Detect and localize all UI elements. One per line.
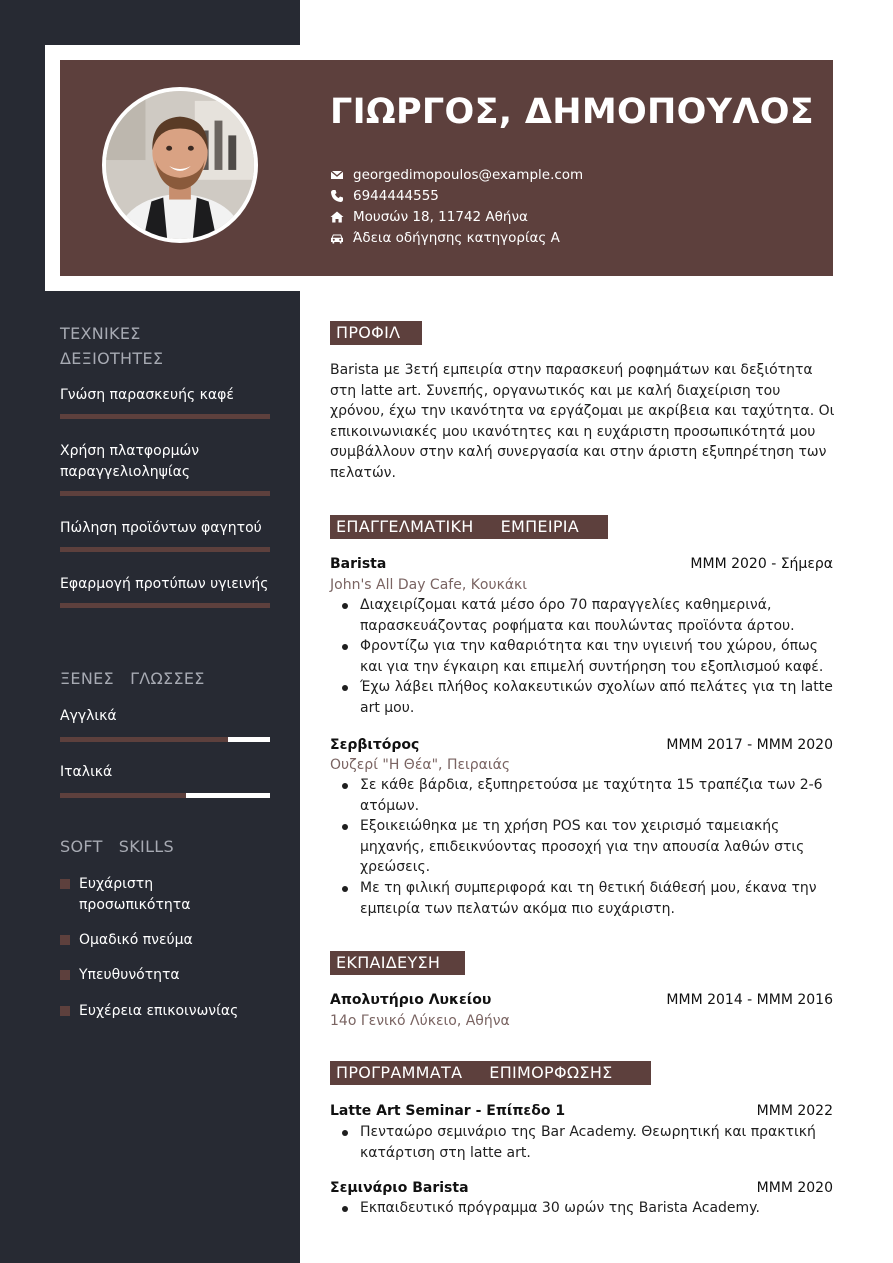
language-level-fill bbox=[60, 737, 228, 742]
soft-skill-item bbox=[60, 1001, 280, 1022]
training-bullets bbox=[330, 1198, 833, 1219]
list-item: Πενταώρο σεμινάριο της Bar Academy. Θεωρητική και πρακτική κατάρτιση στη latte art. bbox=[330, 1122, 833, 1163]
job-date: MMM 2017 - MMM 2020 bbox=[666, 737, 833, 753]
list-item: Εξοικειώθηκα με τη χρήση POS και τον χειρισμό ταμειακής μηχανής, επιδεικνύοντας προσοχή για την απουσία λαθών στις χρεώσεις. bbox=[330, 816, 833, 878]
education-title: ΕΚΠΑΙΔΕΥΣΗ bbox=[330, 951, 465, 975]
languages-title: ΞΕΝΕΣ ΓΛΩΣΣΕΣ bbox=[60, 669, 205, 688]
phone-icon bbox=[330, 189, 344, 203]
training-date: MMM 2020 bbox=[756, 1180, 833, 1196]
skills-title bbox=[60, 321, 163, 371]
job-place: John's All Day Cafe, Κουκάκι bbox=[330, 577, 528, 593]
contact-email-text: georgedimopoulos@example.com bbox=[353, 166, 584, 183]
list-item: Εκπαιδευτικό πρόγραμμα 30 ωρών της Barista Academy. bbox=[330, 1198, 833, 1219]
list-item: Φροντίζω για την καθαριότητα και την υγιεινή του χώρου, όπως και για την έγκαιρη και επιμελή συντήρηση του εξοπλισμού καφέ. bbox=[330, 636, 833, 677]
skill-item bbox=[60, 441, 270, 496]
contact-email[interactable] bbox=[330, 164, 583, 185]
profile-title: ΠΡΟΦΙΛ bbox=[330, 321, 422, 345]
language-level-fill bbox=[60, 793, 186, 798]
skill-label: Πώληση προϊόντων φαγητού bbox=[60, 520, 262, 536]
training-bullets bbox=[330, 1122, 833, 1163]
soft-skill-item bbox=[60, 930, 280, 951]
skill-bar bbox=[60, 547, 270, 552]
contact-list bbox=[330, 164, 583, 248]
skill-bar bbox=[60, 491, 270, 496]
language-label: Αγγλικά bbox=[60, 708, 117, 724]
soft-skill-item bbox=[60, 965, 280, 986]
profile-photo bbox=[102, 87, 258, 243]
training-title: ΠΡΟΓΡΑΜΜΑΤΑ ΕΠΙΜΟΡΦΩΣΗΣ bbox=[330, 1061, 651, 1085]
profile-text: Barista με 3ετή εμπειρία στην παρασκευή ροφημάτων και δεξιότητα στη latte art. Συνεπής, οργανωτικός και με καλή διαχείριση του χρόνου, έχω την ικανότητα να εργάζομαι με ακρίβεια και ταχύτητα. Οι επικοινωνιακές μου ικανότητες και η ευχάριστη προσωπικότητά μου συμβάλλουν στην καλή συνεργασία και στην άριστη εξυπηρέτηση των πελατών. bbox=[330, 362, 835, 481]
portrait-image bbox=[106, 91, 254, 239]
skill-bar bbox=[60, 414, 270, 419]
list-item: Έχω λάβει πλήθος κολακευτικών σχολίων από πελάτες για τη latte art μου. bbox=[330, 677, 833, 718]
skill-item bbox=[60, 518, 270, 552]
list-item: Σε κάθε βάρδια, εξυπηρετούσα με ταχύτητα 15 τραπέζια των 2-6 ατόμων. bbox=[330, 775, 833, 816]
contact-license bbox=[330, 227, 583, 248]
soft-skill-label: Ευχάριστη προσωπικότητα bbox=[79, 876, 191, 913]
skill-bar bbox=[60, 603, 270, 608]
soft-skill-item bbox=[60, 874, 220, 916]
candidate-name: ΓΙΩΡΓΟΣ, ΔΗΜΟΠΟΥΛΟΣ bbox=[330, 92, 814, 132]
car-icon bbox=[330, 231, 344, 245]
contact-address bbox=[330, 206, 583, 227]
job-place: Ουζερί "Η Θέα", Πειραιάς bbox=[330, 757, 511, 773]
job-bullets bbox=[330, 595, 833, 719]
training-date: MMM 2022 bbox=[756, 1103, 833, 1119]
skill-item bbox=[60, 574, 270, 608]
soft-skills-title: SOFT SKILLS bbox=[60, 837, 174, 856]
training-name: Σεμινάριο Barista bbox=[330, 1180, 469, 1196]
language-level-track bbox=[60, 737, 270, 742]
job-date: MMM 2020 - Σήμερα bbox=[690, 556, 833, 572]
skills-title-line1: ΤΕΧΝΙΚΕΣ bbox=[60, 324, 141, 343]
language-item bbox=[60, 762, 270, 798]
bullet-square-icon bbox=[60, 1006, 70, 1016]
contact-phone-text: 6944444555 bbox=[353, 187, 439, 204]
job-title: Barista bbox=[330, 556, 387, 572]
soft-skill-label: Ευχέρεια επικοινωνίας bbox=[79, 1003, 239, 1019]
training-name: Latte Art Seminar - Επίπεδο 1 bbox=[330, 1103, 566, 1119]
contact-phone[interactable] bbox=[330, 185, 583, 206]
bullet-square-icon bbox=[60, 935, 70, 945]
contact-address-text: Μουσών 18, 11742 Αθήνα bbox=[353, 208, 528, 225]
bullet-square-icon bbox=[60, 879, 70, 889]
skill-label: Γνώση παρασκευής καφέ bbox=[60, 387, 234, 403]
home-icon bbox=[330, 210, 344, 224]
list-item: Διαχειρίζομαι κατά μέσο όρο 70 παραγγελίες καθημερινά, παρασκευάζοντας ροφήματα και πουλώντας προϊόντα άρτου. bbox=[330, 595, 833, 636]
skills-title-line2: ΔΕΞΙΟΤΗΤΕΣ bbox=[60, 349, 164, 368]
training-entry-header bbox=[330, 1101, 833, 1121]
experience-entry-header bbox=[330, 554, 833, 574]
degree-date: MMM 2014 - MMM 2016 bbox=[666, 992, 833, 1008]
language-level-track bbox=[60, 793, 270, 798]
language-item bbox=[60, 706, 270, 742]
school-name: 14ο Γενικό Λύκειο, Αθήνα bbox=[330, 1013, 510, 1029]
envelope-icon bbox=[330, 168, 344, 182]
language-label: Ιταλικά bbox=[60, 764, 113, 780]
skill-item bbox=[60, 385, 270, 419]
job-bullets bbox=[330, 775, 833, 919]
list-item: Με τη φιλική συμπεριφορά και τη θετική διάθεσή μου, έκανα την εμπειρία των πελατών ακόμα πιο ευχάριστη. bbox=[330, 878, 833, 919]
job-title: Σερβιτόρος bbox=[330, 737, 420, 753]
soft-skill-label: Υπευθυνότητα bbox=[79, 967, 180, 983]
education-entry-header bbox=[330, 990, 833, 1010]
experience-title: ΕΠΑΓΓΕΛΜΑΤΙΚΗ ΕΜΠΕΙΡΙΑ bbox=[330, 515, 608, 539]
experience-entry-header bbox=[330, 735, 833, 755]
skill-label: Εφαρμογή προτύπων υγιεινής bbox=[60, 576, 269, 592]
training-entry-header bbox=[330, 1178, 833, 1198]
soft-skill-label: Ομαδικό πνεύμα bbox=[79, 932, 193, 948]
bullet-square-icon bbox=[60, 970, 70, 980]
contact-license-text: Άδεια οδήγησης κατηγορίας Α bbox=[353, 229, 560, 246]
skill-label: Χρήση πλατφορμών παραγγελιοληψίας bbox=[60, 443, 200, 480]
degree-title: Απολυτήριο Λυκείου bbox=[330, 992, 492, 1008]
